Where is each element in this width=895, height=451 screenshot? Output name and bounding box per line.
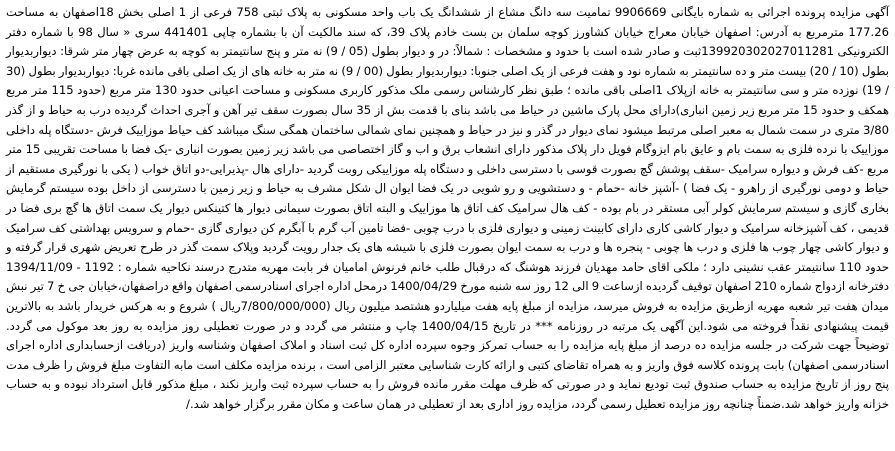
auction-notice-text: آگهی مزایده پرونده اجرائی به شماره بایگانی 9906669 تمامیت سه دانگ مشاع از ششدانگ یک باب واحد مسکونی به پلاک ثبتی 758 فرعی از 1 اصلی بخش 18اصفهان به مساحت 177.26 مترمربع به آدرس: اصفهان خیابان معراج خیابان کشاورز کوچه سلمان بن بست خادم پلاک 39، که سند مالکیت آن با بشماره چاپی 441401 سری « سال 98 با شماره دفتر الکترونیکی 139920302027011281ثبت و صادر شده است با حدود و مشخصات : شمالاً: در و دیوار بطول (05 / 9) نه متر و پنج سانتیمتر به کوچه به عرض چهار متر شرقا: دیواربدیوار بطول (10 / 20) بیست متر و ده سانتیمتر به شماره نود و هفت فرعی از یک اصلی جنوبا: دیواربدیوار بطول (00 / 9) نه متر به خانه های از یک اصلی باقی مانده غربا: دیواربدیوار بطول (30 / 19) نوزده متر و سی سانتیمتر به خانه ازپلاک 1اصلی باقی مانده ؛ طبق نظر کارشناس رسمی ملک مذکور کاربری مسکونی و مساحت اعیانی حدود 130 متر مربع (حدود 115 متر مربع همکف و حدود 15 متر مربع زیر زمین انباری)دارای محل پارک ماشین در حیاط می باشد بنای با قدمت بش از 35 سال بصورت سقف تیر آهن و آجری احداث گردیده درب به حیاط و از گذر 3/80 متری در سمت شمال به معبر اصلی مرتبط میشود نمای دیوار در گذر و نیز در حیاط و همچنین نمای شمالی ساختمان همگی سنگ میباشد کف حیاط موزاییک فرش -دستگاه پله داخلی موزاییک با نرده فلزی به سمت بام و عایق بام ایزوگام فویل دار پلاک مذکور دارای انشعاب برق و اب و گاز اختصاصی می باشد زیر زمین بصورت انباری -یک فضا با مساحت تقریبی 15 متر مربع -کف فرش و دیواره سرامیک -سقف پوشش گچ بصورت قوسی با دسترسی داخلی و دستگاه پله موزاییکی روبت گردید -دارای هال -پذیرایی-دو اتاق خواب ( یکی با نورگیری مستقیم از حیاط و دومی نورگیری از راهرو - یک فضا ) -آشپز خانه -حمام - و دستشویی و رو شویی در یک فضا ایوان ال شکل مشرف به حیاط و زیر زمین با دسترسی از داخل بوده سیستم گرمایش بخاری گازی و سیستم سرمایش کولر آبی مستقر در بام بوده - کف هال سرامیک کف اتاق ها موزاییک و البته اتاق بصورت سیمانی دیوار ها کتینکس دیوار یک سمت اتاق ها گچ بری فضا در قدیمی ، کف آشپزخانه سرامیک و دیوار کاشی کاری دارای کابینت زمینی و دیواری فلزی با درب چوبی -فضا تامین آب گرم با آبگرم کن دیواری گازی -حمام و سرویس بهداشتی کف سرامیک و دیوار کاشی چهار چوب ها فلزی و درب ها چوبی - پنجره ها و درب به سمت ایوان بصورت فلزی با شیشه های یک جدار رویت گردید وپلاک سمت گذر در طرح تعریض شهری قرار گرفته و حدود 110 سانتیمتر عقب نشینی دارد ؛ ملکی اقای حامد مهدیان فرزند هوشنگ که درقبال طلب خانم فرنوش امامیان فر بابت مهریه متدرج درسند نکاحیه شماره : 1192 - 1394/11/09 دفترخانه ازدواج شماره 210 اصفهان توقیف گردیده ازساعت 9 الی 12 روز سه شنبه مورخ 1400/04/29 درمحل اداره اجرای اسنادرسمی اصفهان واقع دراصفهان،خیابان جی خ 7 تیر نبش میدان هفت تیر شعبه مهریه ازطریق مزایده به فروش میرسد، مزایده از مبلغ پایه هفت میلیاردو هشتصد میلیون ریال (7/800/000/000ریال ) شروع و به هرکس خریدار باشد به بالاترین قیمت پیشنهادی نقداً فروخته می شود.این آگهی یک مرتبه در روزنامه *** در تاریخ 1400/04/15 چاپ و منتشر می گردد و در صورت تعطیلی روز مزایده به روز بعد موکول می گردد. توضیحاً جهت شرکت در جلسه مزایده ده درصد از مبلغ پایه مزایده را به حساب تمرکز وجوه سپرده اداره کل ثبت اسناد و املاک اصفهان وشناسه واریز (دریافت ازحسابداری اداره اجرای اسنادرسمی اصفهان) بابت پرونده کلاسه فوق واریز و به همراه تقاضای کتبی و ارائه کارت شناسایی معتبر الزامی است ، برنده مزایده مکلف است مابه التفاوت مبلغ فروش را ظرف مدت پنج روز از تاریخ مزایده به حساب صندوق ثبت تودیع نماید و در صورتی که ظرف مهلت مقرر مانده فروش را به حساب سپرده ثبت واریز نکند ، مبلغ مذکور قابل استرداد نبوده و به حساب خزانه واریز خواهد شد.ضمناً چنانچه روز مزایده تعطیل رسمی گردد، مزایده روز اداری بعد از تعطیلی در همان ساعت و مکان مقرر برگزار خواهد شد./ <box>6 5 890 411</box>
